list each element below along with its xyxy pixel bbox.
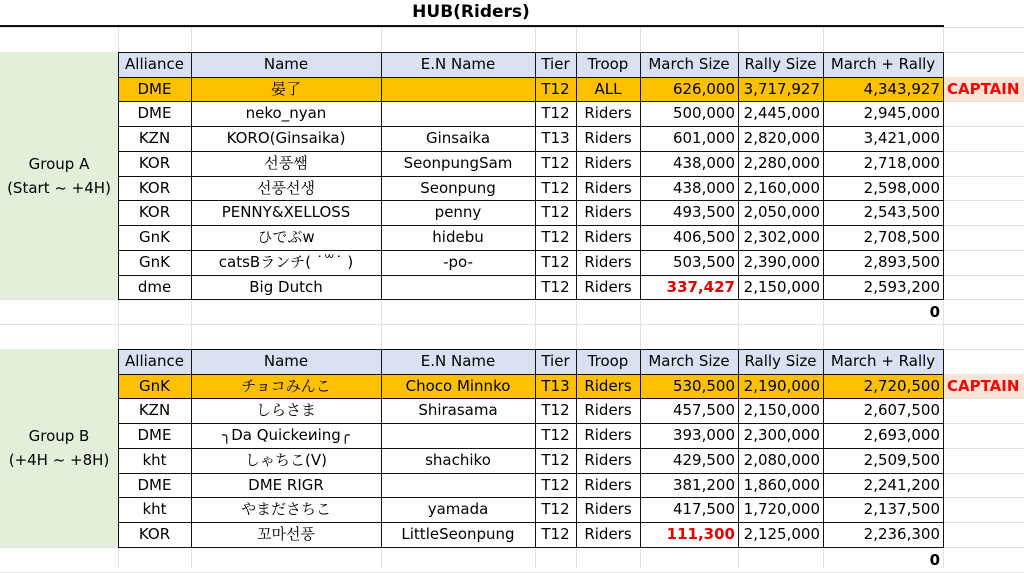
march-rally-cell[interactable]: 2,893,500 (863, 252, 940, 271)
troop-cell[interactable]: Riders (584, 178, 632, 197)
captain-tag[interactable]: CAPTAIN (943, 77, 1024, 102)
column-header[interactable]: Alliance (118, 52, 191, 77)
alliance-cell[interactable]: KOR (138, 178, 171, 197)
en-name-cell[interactable]: hidebu (432, 228, 484, 246)
table-border-h (118, 101, 943, 102)
alliance-cell[interactable]: GnK (118, 374, 191, 399)
column-header[interactable]: Alliance (118, 349, 191, 374)
march-rally-cell[interactable]: 2,593,200 (863, 277, 940, 296)
march-size-cell[interactable]: 381,200 (672, 475, 735, 494)
alliance-cell[interactable]: kht (142, 500, 167, 519)
en-name-cell[interactable]: yamada (427, 500, 489, 519)
march-size-cell[interactable]: 438,000 (672, 153, 735, 172)
rally-size-cell[interactable]: 1,720,000 (743, 500, 820, 519)
tier-cell[interactable]: T12 (541, 426, 570, 444)
troop-cell[interactable]: Riders (584, 475, 632, 494)
table-border-h (118, 77, 943, 78)
rally-size-cell[interactable]: 2,445,000 (743, 104, 820, 123)
troop-cell[interactable]: ALL (576, 77, 640, 102)
rally-size-cell[interactable]: 1,860,000 (743, 475, 820, 494)
name-cell[interactable]: ひでぶw (257, 228, 315, 246)
column-header[interactable]: March + Rally (823, 349, 943, 374)
table-border-h (118, 497, 943, 498)
alliance-cell[interactable]: dme (137, 277, 172, 296)
march-size-cell[interactable]: 429,500 (672, 450, 735, 469)
title-underline (0, 25, 944, 27)
en-name-cell[interactable]: Choco Minnko (381, 374, 535, 399)
alliance-cell[interactable]: GnK (139, 228, 170, 246)
table-border-v (191, 349, 192, 548)
table-border-v (118, 349, 119, 548)
tier-cell[interactable]: T13 (541, 129, 570, 147)
group-total[interactable]: 0 (929, 303, 940, 322)
table-border-v (535, 349, 536, 548)
column-header[interactable]: March Size (640, 349, 738, 374)
en-name-cell[interactable] (381, 275, 535, 300)
march-size-cell[interactable]: 406,500 (672, 228, 735, 246)
name-cell[interactable]: DME RIGR (248, 475, 324, 494)
name-cell[interactable]: やまださちこ (240, 500, 331, 519)
alliance-cell[interactable]: DME (137, 475, 172, 494)
rally-size-cell[interactable]: 2,390,000 (743, 252, 820, 271)
march-size-cell[interactable]: 626,000 (640, 77, 738, 102)
troop-cell[interactable]: Riders (584, 277, 632, 296)
table-border-v (381, 52, 382, 301)
group-time-window: (Start ~ +4H) (7, 178, 111, 197)
table-border-h (118, 275, 943, 276)
table-border-v (191, 52, 192, 301)
march-size-cell[interactable]: 417,500 (672, 500, 735, 519)
table-border-v (535, 52, 536, 301)
tier-cell[interactable]: T12 (541, 401, 570, 420)
march-rally-cell[interactable]: 2,509,500 (863, 450, 940, 469)
rally-size-cell[interactable]: 2,160,000 (743, 178, 820, 197)
group-label (0, 349, 118, 547)
tier-cell[interactable]: T13 (535, 374, 576, 399)
tier-cell[interactable]: T12 (541, 228, 570, 246)
march-rally-cell[interactable]: 4,343,927 (823, 77, 943, 102)
tier-cell[interactable]: T12 (541, 525, 570, 543)
en-name-cell[interactable] (381, 423, 535, 448)
en-name-cell[interactable]: shachiko (425, 450, 491, 469)
table-border-v (576, 349, 577, 548)
captain-tag[interactable]: CAPTAIN (943, 374, 1024, 399)
en-name-cell[interactable]: SeonpungSam (403, 153, 513, 172)
march-size-cell[interactable]: 438,000 (672, 178, 735, 197)
march-rally-cell[interactable]: 2,945,000 (863, 104, 940, 123)
table-border-h (118, 448, 943, 449)
en-name-cell[interactable]: -po- (443, 252, 473, 271)
alliance-cell[interactable]: KOR (138, 525, 171, 543)
name-cell[interactable]: しゃちこ(V) (245, 450, 327, 469)
table-border-h (118, 473, 943, 474)
alliance-cell[interactable]: GnK (139, 252, 170, 271)
column-header[interactable]: Name (191, 52, 381, 77)
name-cell[interactable]: 晏了 (191, 77, 381, 102)
march-size-cell[interactable]: 457,500 (672, 401, 735, 420)
name-cell[interactable]: Big Dutch (249, 277, 323, 296)
table-border-h (118, 176, 943, 177)
table-border-h (118, 547, 943, 548)
troop-cell[interactable]: Riders (584, 129, 632, 147)
march-rally-cell[interactable]: 3,421,000 (863, 129, 940, 147)
table-border-h (118, 225, 943, 226)
name-cell[interactable]: KORO(Ginsaika) (226, 129, 346, 147)
column-header[interactable]: Name (191, 349, 381, 374)
march-rally-cell[interactable]: 2,241,200 (863, 475, 940, 494)
column-header[interactable]: E.N Name (381, 52, 535, 77)
en-name-cell[interactable]: Ginsaika (425, 129, 491, 147)
name-cell[interactable]: しらさま (255, 401, 316, 420)
tier-cell[interactable]: T12 (541, 277, 570, 296)
en-name-cell[interactable]: Seonpung (420, 178, 496, 197)
table-border-h (118, 349, 943, 350)
group-time-window: (+4H ~ +8H) (8, 450, 110, 469)
table-border-v (943, 52, 944, 301)
name-cell[interactable]: ╮Da Quickeиing╭ (222, 426, 350, 444)
name-cell[interactable]: チョコみんこ (191, 374, 381, 399)
rally-size-cell[interactable]: 2,302,000 (743, 228, 820, 246)
march-size-cell[interactable]: 337,427 (666, 277, 735, 296)
alliance-cell[interactable]: KZN (138, 129, 171, 147)
table-border-v (738, 349, 739, 548)
name-cell[interactable]: PENNY&XELLOSS (221, 203, 351, 222)
column-header[interactable]: March + Rally (823, 52, 943, 77)
alliance-cell[interactable]: KOR (138, 203, 171, 222)
table-border-h (118, 250, 943, 251)
rally-size-cell[interactable]: 2,150,000 (743, 401, 820, 420)
en-name-cell[interactable]: Shirasama (418, 401, 498, 420)
en-name-cell[interactable] (381, 77, 535, 102)
march-size-cell[interactable]: 601,000 (672, 129, 735, 147)
march-rally-cell[interactable]: 2,607,500 (863, 401, 940, 420)
en-name-cell[interactable]: penny (434, 203, 482, 222)
table-border-v (943, 349, 944, 548)
column-header[interactable]: E.N Name (381, 349, 535, 374)
march-size-cell[interactable]: 493,500 (672, 203, 735, 222)
name-cell[interactable]: neko_nyan (245, 104, 327, 123)
alliance-cell[interactable]: kht (142, 450, 167, 469)
column-header[interactable]: Tier (535, 52, 576, 77)
table-border-v (823, 349, 824, 548)
rally-size-cell[interactable]: 2,125,000 (743, 525, 820, 543)
table-border-v (118, 52, 119, 301)
march-rally-cell[interactable]: 2,236,300 (863, 525, 940, 543)
march-rally-cell[interactable]: 2,598,000 (863, 178, 940, 197)
table-border-v (576, 52, 577, 301)
en-name-cell[interactable]: LittleSeonpung (401, 525, 515, 543)
name-cell[interactable]: 선풍선생 (257, 178, 315, 197)
alliance-cell[interactable]: KOR (138, 153, 171, 172)
tier-cell[interactable]: T12 (541, 500, 570, 519)
rally-size-cell[interactable]: 2,280,000 (743, 153, 820, 172)
table-border-h (118, 151, 943, 152)
tier-cell[interactable]: T12 (541, 153, 570, 172)
tier-cell[interactable]: T12 (541, 475, 570, 494)
grid-row-line (0, 27, 1024, 28)
march-rally-cell[interactable]: 2,720,500 (823, 374, 943, 399)
rally-size-cell[interactable]: 3,717,927 (738, 77, 823, 102)
group-label (0, 52, 118, 300)
group-name: Group B (28, 426, 90, 445)
rally-size-cell[interactable]: 2,190,000 (738, 374, 823, 399)
troop-cell[interactable]: Riders (584, 401, 632, 420)
group-name: Group A (28, 154, 90, 173)
alliance-cell[interactable]: DME (137, 426, 172, 444)
table-border-v (823, 52, 824, 301)
march-rally-cell[interactable]: 2,693,000 (863, 426, 940, 444)
table-border-h (118, 52, 943, 53)
march-size-cell[interactable]: 530,500 (640, 374, 738, 399)
march-size-cell[interactable]: 393,000 (672, 426, 735, 444)
tier-cell[interactable]: T12 (541, 203, 570, 222)
troop-cell[interactable]: Riders (584, 450, 632, 469)
rally-size-cell[interactable]: 2,050,000 (743, 203, 820, 222)
name-cell[interactable]: catsBランチ( ˙꒳˙ ) (218, 252, 354, 271)
table-border-h (118, 299, 943, 300)
table-border-h (118, 374, 943, 375)
column-header[interactable]: March Size (640, 52, 738, 77)
sheet-title: HUB(Riders) (412, 2, 530, 22)
table-border-v (640, 52, 641, 301)
march-size-cell[interactable]: 500,000 (672, 104, 735, 123)
name-cell[interactable]: 선풍쌤 (264, 153, 308, 172)
column-header[interactable]: Troop (576, 52, 640, 77)
troop-cell[interactable]: Riders (584, 104, 632, 123)
rally-size-cell[interactable]: 2,080,000 (743, 450, 820, 469)
troop-cell[interactable]: Riders (584, 153, 632, 172)
table-border-h (118, 126, 943, 127)
table-border-v (738, 52, 739, 301)
tier-cell[interactable]: T12 (541, 252, 570, 271)
en-name-cell[interactable] (381, 473, 535, 498)
table-border-h (118, 522, 943, 523)
rally-size-cell[interactable]: 2,150,000 (743, 277, 820, 296)
column-header[interactable]: Rally Size (738, 52, 823, 77)
tier-cell[interactable]: T12 (541, 104, 570, 123)
tier-cell[interactable]: T12 (535, 77, 576, 102)
group-total[interactable]: 0 (929, 550, 940, 569)
troop-cell[interactable]: Riders (576, 374, 640, 399)
march-size-cell[interactable]: 111,300 (666, 525, 735, 543)
column-header[interactable]: Troop (576, 349, 640, 374)
table-border-h (118, 200, 943, 201)
rally-size-cell[interactable]: 2,300,000 (743, 426, 820, 444)
alliance-cell[interactable]: DME (118, 77, 191, 102)
rally-size-cell[interactable]: 2,820,000 (743, 129, 820, 147)
column-header[interactable]: Tier (535, 349, 576, 374)
march-size-cell[interactable]: 503,500 (672, 252, 735, 271)
column-header[interactable]: Rally Size (738, 349, 823, 374)
table-border-v (640, 349, 641, 548)
name-cell[interactable]: 꼬마선풍 (257, 525, 315, 543)
troop-cell[interactable]: Riders (584, 228, 632, 246)
march-rally-cell[interactable]: 2,543,500 (863, 203, 940, 222)
tier-cell[interactable]: T12 (541, 450, 570, 469)
troop-cell[interactable]: Riders (584, 500, 632, 519)
alliance-cell[interactable]: KZN (138, 401, 171, 420)
table-border-v (381, 349, 382, 548)
troop-cell[interactable]: Riders (584, 252, 632, 271)
alliance-cell[interactable]: DME (137, 104, 172, 123)
troop-cell[interactable]: Riders (584, 203, 632, 222)
march-rally-cell[interactable]: 2,137,500 (863, 500, 940, 519)
en-name-cell[interactable] (381, 101, 535, 126)
table-border-h (118, 398, 943, 399)
troop-cell[interactable]: Riders (584, 426, 632, 444)
march-rally-cell[interactable]: 2,708,500 (863, 228, 940, 246)
troop-cell[interactable]: Riders (584, 525, 632, 543)
march-rally-cell[interactable]: 2,718,000 (863, 153, 940, 172)
table-border-h (118, 423, 943, 424)
tier-cell[interactable]: T12 (541, 178, 570, 197)
